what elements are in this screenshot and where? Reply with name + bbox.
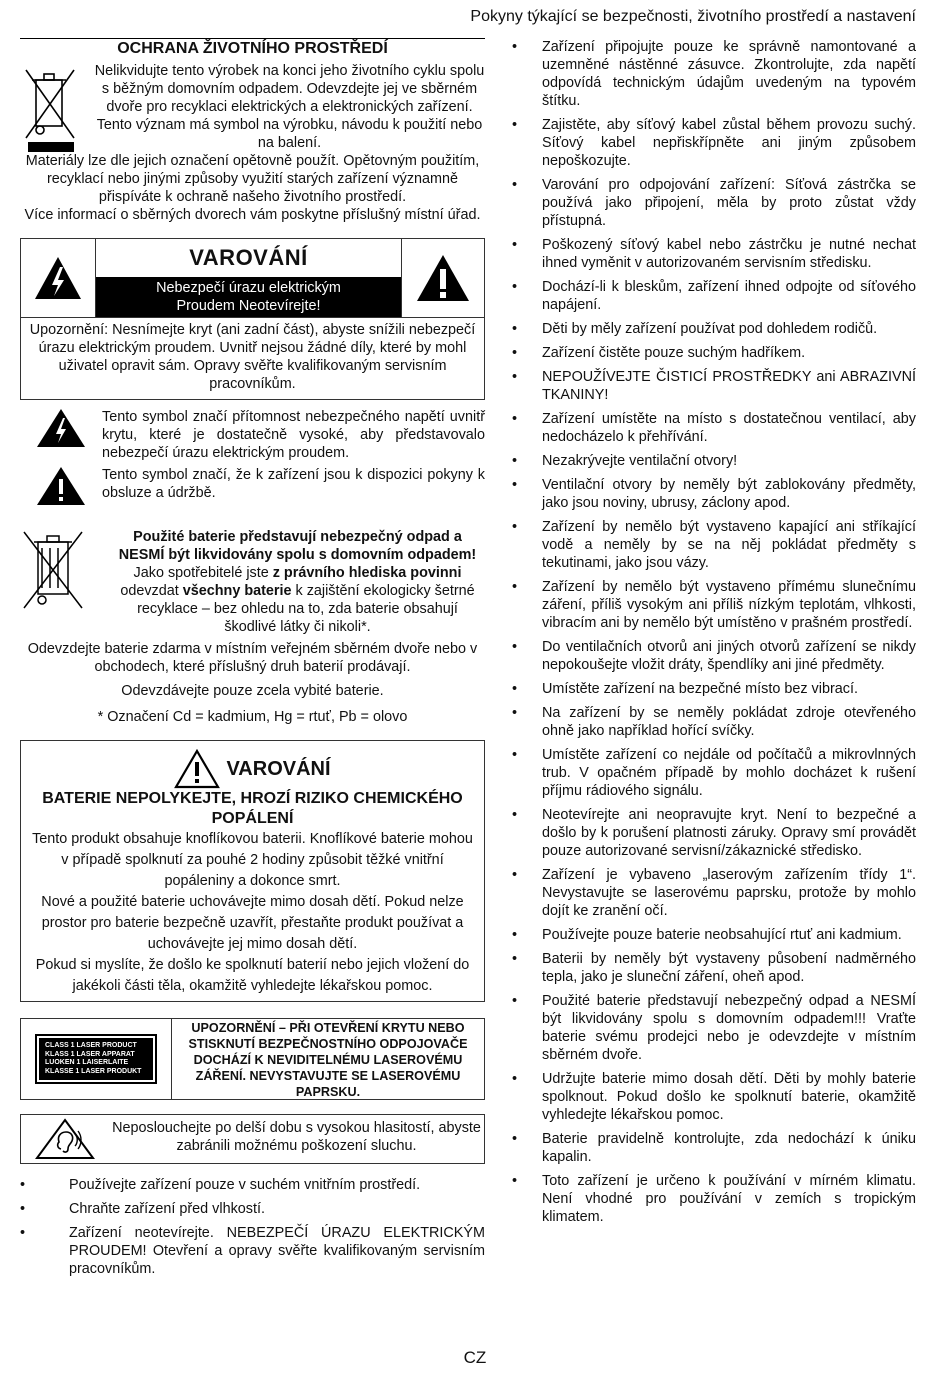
battery-warning-p3: Pokud si myslíte, že došlo ke spolknutí baterií nebo jejich vložení do jakékoli části těla, okamžitě vyhledejte lékařskou pomoc. bbox=[35, 957, 470, 994]
list-item: • Zajistěte, aby síťový kabel zůstal během provozu suchý. Síťový kabel nepřiskřípněte ani jiným způsobem nepoškozujte. bbox=[512, 116, 916, 170]
warning-triangle-icon bbox=[174, 749, 220, 789]
list-item: • Udržujte baterie mimo dosah dětí. Děti by mohly baterie spolknout. Pokud došlo ke spolknutí baterie, okamžitě vyhledejte lékařskou pomoc. bbox=[512, 1070, 916, 1124]
lightning-symbol-row bbox=[20, 408, 485, 462]
battery-bin-icon bbox=[20, 528, 110, 636]
hearing-warning-icon bbox=[21, 1115, 109, 1163]
lightning-triangle-icon bbox=[20, 408, 102, 462]
laser-class-label: CLASS 1 LASER PRODUCT KLASS 1 LASER APPARAT LUOKEN 1 LAISERLAITE KLASSE 1 LASER PRODUKT bbox=[35, 1034, 157, 1084]
battery-text-3: Odevzdávejte pouze zcela vybité baterie. bbox=[121, 683, 384, 699]
battery-warning-heading: VAROVÁNÍ bbox=[27, 749, 478, 789]
list-item: • Ventilační otvory by neměly být zablokovány předměty, jako jsou noviny, ubrusy, záclony apod. bbox=[512, 476, 916, 512]
list-item: • Baterii by neměly být vystaveny působení nadměrného tepla, jako je sluneční záření, oheň apod. bbox=[512, 950, 916, 986]
right-bullet-list bbox=[512, 38, 916, 1226]
list-item: • Chraňte zařízení před vlhkostí. bbox=[20, 1200, 485, 1218]
warning-title: VAROVÁNÍ bbox=[189, 245, 308, 270]
exclamation-triangle-icon bbox=[20, 466, 102, 506]
right-column bbox=[512, 38, 916, 1232]
list-item: • Zařízení by nemělo být vystaveno kapající ani stříkající vodě a neměly by se na něj pokládat předměty s tekutinami, jako jsou vázy. bbox=[512, 518, 916, 572]
environment-text-2: Materiály lze dle jejich označení opětovně použít. Opětovným použitím, recyklací nebo jinými způsoby využití starých zařízení významně přispíváte k ochraně našeho životního prostředí. bbox=[25, 153, 480, 205]
battery-warning-p1: Tento produkt obsahuje knoflíkovou baterii. Knoflíkové baterie mohou v případě spolknutí za pouhé 2 hodiny způsobit těžké vnitřní popáleniny a dokonce smrt. bbox=[32, 831, 473, 889]
list-item: • Zařízení připojujte pouze ke správně namontované a uzemněné nástěnné zásuvce. Zkontrolujte, zda napětí odpovídá technickým údajům uvedeným na typovém štítku. bbox=[512, 38, 916, 110]
exclamation-symbol-row bbox=[20, 466, 485, 506]
laser-box bbox=[20, 1018, 485, 1100]
hearing-box bbox=[20, 1114, 485, 1164]
page-footer-language: CZ bbox=[463, 1348, 487, 1367]
left-column bbox=[20, 38, 485, 1284]
list-item: • Baterie pravidelně kontrolujte, zda nedochází k úniku kapalin. bbox=[512, 1130, 916, 1166]
environment-section bbox=[20, 62, 485, 152]
left-bullet-list bbox=[20, 1176, 485, 1278]
battery-warning-subtitle: BATERIE NEPOLYKEJTE, HROZÍ RIZIKO CHEMICKÉHO POPÁLENÍ bbox=[42, 790, 463, 827]
battery-text-2: Odevzdejte baterie zdarma v místním veřejném sběrném dvoře nebo v obchodech, které příslušný druh baterií prodávají. bbox=[27, 641, 478, 675]
list-item: • Zařízení neotevírejte. NEBEZPEČÍ ÚRAZU ELEKTRICKÝM PROUDEM! Otevření a opravy svěřte kvalifikovaným servisním pracovníkům. bbox=[20, 1224, 485, 1278]
list-item: • Varování pro odpojování zařízení: Síťová zástrčka se používá jako připojení, měla by proto zůstat vždy přístupná. bbox=[512, 176, 916, 230]
list-item: • Neotevírejte ani neopravujte kryt. Není to bezpečné a došlo by k porušení platnosti záruky. Opravy smí provádět pouze autorizované servisní/zákaznické středisko. bbox=[512, 806, 916, 860]
list-item: • Používejte zařízení pouze v suchém vnitřním prostředí. bbox=[20, 1176, 485, 1194]
exclamation-symbol-text: Tento symbol značí, že k zařízení jsou k dispozici pokyny k obsluze a údržbě. bbox=[102, 467, 485, 501]
weee-bin-icon bbox=[20, 62, 94, 152]
battery-warning-p2: Nové a použité baterie uchovávejte mimo dosah dětí. Pokud nelze prostor pro baterie bezpečně uzavřít, přestaňte produkt používat a uchovávejte jej mimo dosah dětí. bbox=[41, 894, 464, 952]
hearing-text: Neposlouchejte po delší dobu s vysokou hlasitostí, abyste zabránili možnému poškození sluchu. bbox=[112, 1120, 481, 1154]
list-item: • Nezakrývejte ventilační otvory! bbox=[512, 452, 916, 470]
warning-banner: Nebezpečí úrazu elektrickým Proudem Neotevírejte! bbox=[96, 277, 401, 317]
list-item: • Zařízení umístěte na místo s dostatečnou ventilací, aby nedocházelo k přehřívání. bbox=[512, 410, 916, 446]
list-item: • Použité baterie představují nebezpečný odpad a NESMÍ být likvidovány spolu s domovním odpadem!!! Vraťte baterie svému prodejci nebo je odevzdejte v místním sběrném dvoře. bbox=[512, 992, 916, 1064]
list-item: • Děti by měly zařízení používat pod dohledem rodičů. bbox=[512, 320, 916, 338]
list-item: • Poškozený síťový kabel nebo zástrčku je nutné nechat ihned vyměnit v autorizovaném servisním středisku. bbox=[512, 236, 916, 272]
list-item: • Zařízení je vybaveno „laserovým zařízením třídy 1“. Nevystavujte se laserovému paprsku, protože by mohlo dojít ke zranění očí. bbox=[512, 866, 916, 920]
lightning-symbol-text: Tento symbol značí přítomnost nebezpečného napětí uvnitř krytu, které je dostatečně vysoké, aby představovalo nebezpečí úrazu elektrickým proudem. bbox=[102, 409, 485, 461]
warning-box-battery bbox=[20, 740, 485, 1002]
list-item: • Zařízení by nemělo být vystaveno přímému slunečnímu záření, příliš vysokým ani příliš nízkým teplotám, vlhkosti, vibracím ani by nemělo být umístěno v prašném prostředí. bbox=[512, 578, 916, 632]
exclamation-warning-icon bbox=[401, 239, 484, 317]
lightning-warning-icon bbox=[21, 239, 96, 317]
list-item: • NEPOUŽÍVEJTE ČISTICÍ PROSTŘEDKY ani ABRAZIVNÍ TKANINY! bbox=[512, 368, 916, 404]
laser-warning-text: UPOZORNĚNÍ – PŘI OTEVŘENÍ KRYTU NEBO STISKNUTÍ BEZPEČNOSTNÍHO ODPOJOVAČE DOCHÁZÍ K NEVIDITELNÉMU LASEROVÉMU ZÁŘENÍ. NEVYSTAVUJTE SE LASEROVÉMU PAPRSKU. bbox=[188, 1021, 468, 1099]
warning-box-electric bbox=[20, 238, 485, 400]
list-item: • Umístěte zařízení co nejdále od počítačů a mikrovlnných trub. V opačném případě by mohlo docházet k rušení příjmu rádiového signálu. bbox=[512, 746, 916, 800]
battery-footnote: * Označení Cd = kadmium, Hg = rtuť, Pb = olovo bbox=[97, 709, 408, 725]
environment-text: Nelikvidujte tento výrobek na konci jeho životního cyklu spolu s běžným domovním odpadem. Odevzdejte jej ve sběrném dvoře pro recyklaci elektrických a elektronických zařízení. Tento význam má symbol na výrobku, návodu k použití nebo na balení. bbox=[94, 63, 485, 151]
list-item: • Používejte pouze baterie neobsahující rtuť ani kadmium. bbox=[512, 926, 916, 944]
list-item: • Umístěte zařízení na bezpečné místo bez vibrací. bbox=[512, 680, 916, 698]
list-item: • Toto zařízení je určeno k používání v mírném klimatu. Není vhodné pro používání v zemích s tropickým klimatem. bbox=[512, 1172, 916, 1226]
battery-text: Použité baterie představují nebezpečný odpad a NESMÍ být likvidovány spolu s domovním odpadem! Jako spotřebitelé jste z právního hlediska povinni odevzdat všechny baterie k zajištění ekologicky šetrné recyklace – bez ohledu na to, zda baterie obsahují škodlivé látky či nikoli*. bbox=[118, 529, 477, 635]
list-item: • Dochází-li k bleskům, zařízení ihned odpojte od síťového napájení. bbox=[512, 278, 916, 314]
list-item: • Do ventilačních otvorů ani jiných otvorů zařízení se nikdy nepokoušejte vložit dráty, špendlíky ani jiné předměty. bbox=[512, 638, 916, 674]
warning-body: Upozornění: Nesnímejte kryt (ani zadní část), abyste snížili nebezpečí úrazu elektrickým proudem. Uvnitř nejsou žádné díly, které by mohl uživatel opravit sám. Opravy svěřte kvalifikovaným servisním pracovníkům. bbox=[29, 322, 476, 392]
list-item: • Na zařízení by se neměly pokládat zdroje otevřeného ohně jako například hořící svíčky. bbox=[512, 704, 916, 740]
list-item: • Zařízení čistěte pouze suchým hadříkem. bbox=[512, 344, 916, 362]
page-header: Pokyny týkající se bezpečnosti, životního prostředí a nastavení bbox=[470, 8, 916, 25]
battery-section bbox=[20, 528, 485, 636]
environment-text-3: Více informací o sběrných dvorech vám poskytne příslušný místní úřad. bbox=[24, 207, 481, 223]
environment-title: OCHRANA ŽIVOTNÍHO PROSTŘEDÍ bbox=[20, 38, 485, 58]
